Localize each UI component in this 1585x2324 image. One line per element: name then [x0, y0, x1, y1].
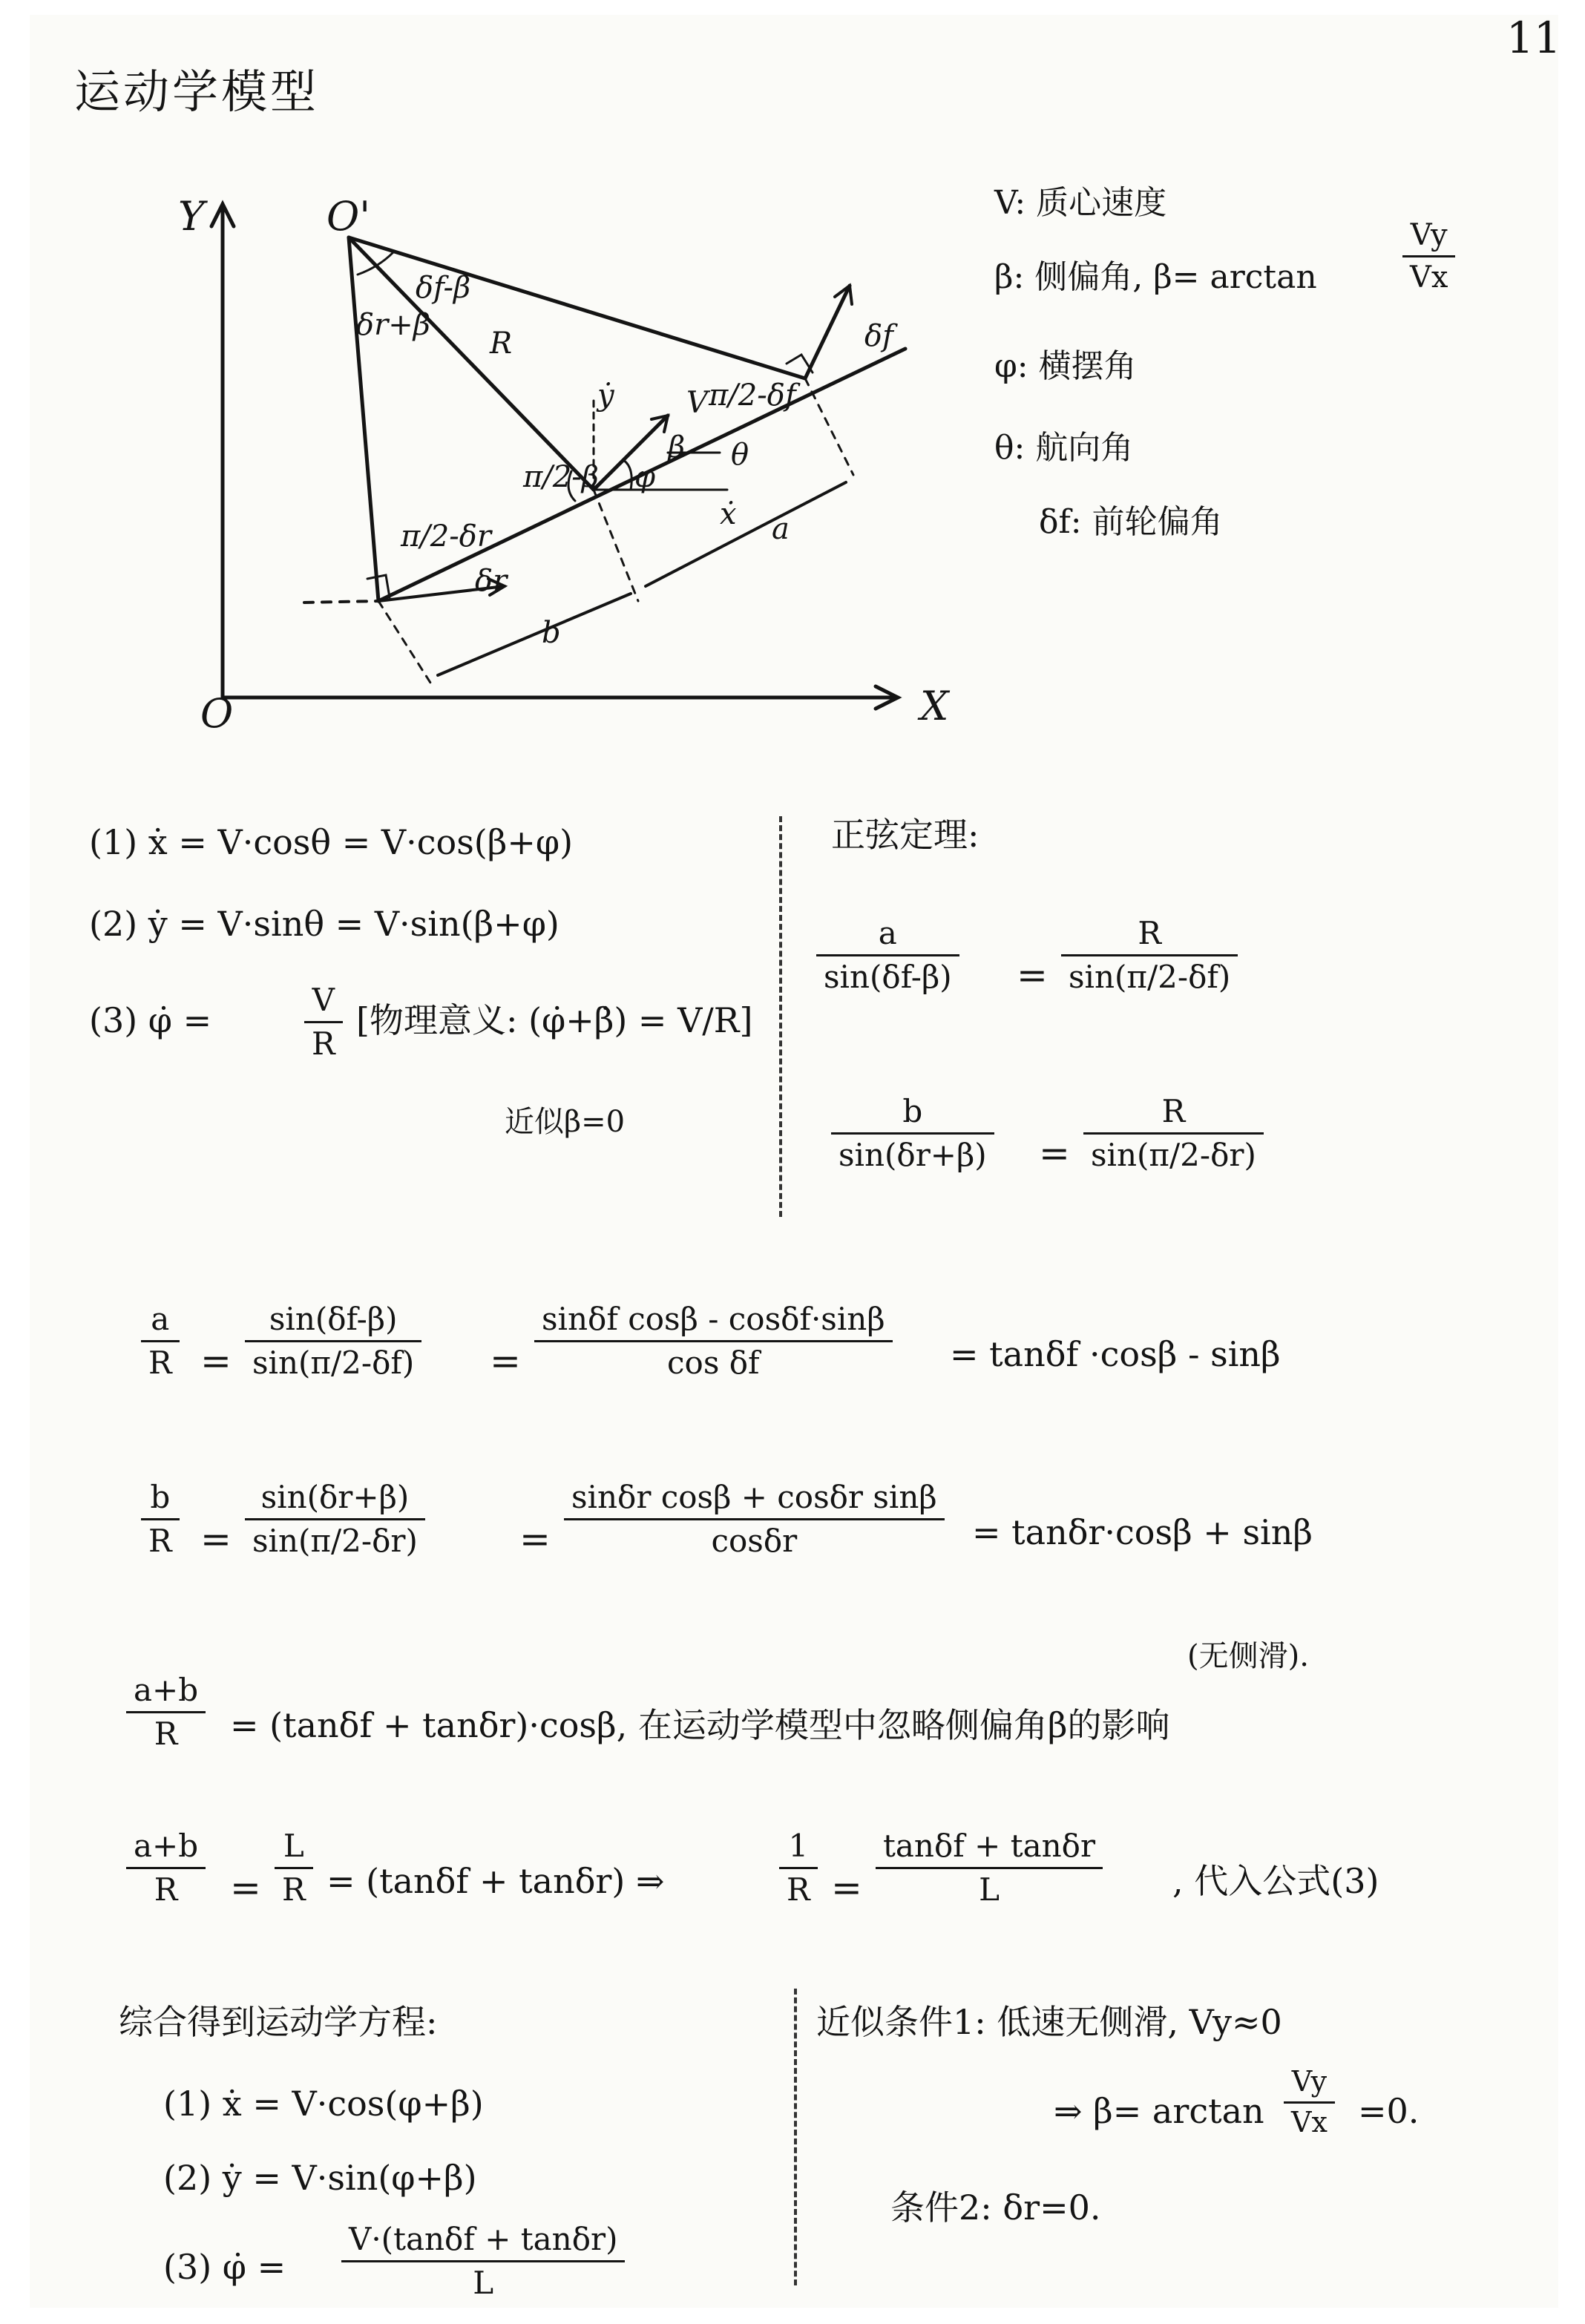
b-dimension-line [438, 594, 631, 675]
sine-law-eq-1: = [1017, 953, 1048, 997]
deriv1-a-den: R [148, 1345, 172, 1382]
deriv2-a-den: R [148, 1523, 172, 1560]
bicycle-model-diagram [30, 163, 979, 742]
theta-label: θ [731, 438, 749, 472]
summary-eq-3-num: V·(tanδf + tanδr) [349, 2221, 618, 2257]
deriv4-a-num: a+b [134, 1828, 199, 1864]
sine-law-r1-frac [1061, 913, 1238, 999]
deriv4-b-num: L [283, 1828, 304, 1864]
axis-y-label: Y [178, 193, 205, 240]
approx-condition-1: 近似条件1: 低速无侧滑, Vy≈0 [816, 2002, 1282, 2042]
deriv4-mid: = (tanδf + tanδr) ⇒ [326, 1861, 665, 1901]
axis-x-label: X [920, 683, 949, 729]
deriv1-b-den: sin(π/2-δf) [252, 1345, 415, 1382]
legend-beta: β: 侧偏角, β= arctan [994, 258, 1317, 296]
no-slip-note: (无侧滑). [1187, 1639, 1309, 1673]
deriv4-d-frac [876, 1825, 1103, 1911]
equation-2: (2) ẏ = V·sinθ = V·sin(β+φ) [89, 904, 559, 944]
center-label: O' [326, 193, 371, 240]
summary-eq-3-frac [341, 2219, 625, 2305]
sine-law-eq-2: = [1039, 1132, 1070, 1175]
radius-label: R [490, 326, 513, 361]
summary-eq-3-den: L [473, 2265, 494, 2302]
legend-beta-num: Vy [1410, 218, 1448, 252]
legend-delta-f: δf: 前轮偏角 [1039, 503, 1223, 541]
phi-label: φ [634, 460, 656, 494]
deriv2-c-frac [564, 1477, 945, 1563]
deriv2-c-den: cosδr [711, 1523, 798, 1560]
sine-law-title: 正弦定理: [831, 815, 979, 855]
sine-law-r2-den: sin(π/2-δr) [1091, 1137, 1256, 1174]
sine-law-r2-frac [1083, 1091, 1264, 1177]
deriv2-b-frac [245, 1477, 425, 1563]
notebook-page [30, 13, 1561, 2308]
equation-3-den: R [312, 1025, 335, 1063]
angle-pi-dr-label: π/2-δr [401, 519, 491, 554]
deriv1-c-frac [534, 1299, 893, 1385]
deriv4-b-frac [275, 1825, 313, 1911]
deriv3-a-den: R [154, 1716, 178, 1753]
rear-dashed-line [304, 601, 378, 603]
deriv2-b-den: sin(π/2-δr) [252, 1523, 418, 1560]
deriv3-a-frac [126, 1670, 206, 1756]
deriv3-a-num: a+b [134, 1672, 199, 1708]
deriv1-c-num: sinδf cosβ - cosδf·sinβ [542, 1301, 885, 1337]
deriv2-c-num: sinδr cosβ + cosδr sinβ [571, 1479, 937, 1515]
approx-beta-note: 近似β=0 [505, 1105, 626, 1139]
sine-law-r2-num: R [1161, 1093, 1186, 1129]
deriv4-eq-2: = [831, 1866, 862, 1909]
b-label: b [542, 616, 561, 650]
deriv2-a-frac [141, 1477, 180, 1563]
deriv1-c-den: cos δf [667, 1345, 760, 1382]
deriv1-a-num: a [151, 1301, 170, 1337]
summary-eq-3-pre: (3) φ̇ = [163, 2247, 286, 2287]
approx-condition-1b-end: =0. [1358, 2091, 1420, 2131]
deriv1-b-num: sin(δf-β) [269, 1301, 398, 1337]
sine-law-b-num: b [902, 1093, 923, 1129]
sine-law-r1-den: sin(π/2-δf) [1069, 959, 1231, 996]
deriv4-b-den: R [282, 1871, 306, 1908]
xdot-label: ẋ [720, 497, 737, 531]
equation-3-pre: (3) φ̇ = [89, 1000, 212, 1040]
sine-law-r1-num: R [1138, 915, 1161, 951]
deriv2-a-num: b [150, 1479, 171, 1515]
summary-title: 综合得到运动学方程: [119, 2002, 438, 2042]
legend-beta-frac [1402, 215, 1455, 298]
origin-label: O [200, 690, 234, 737]
deriv4-a-frac [126, 1825, 206, 1911]
phi-arc [623, 460, 631, 490]
deriv4-c-num: 1 [788, 1828, 809, 1864]
delta-f-label: δf [864, 319, 893, 353]
approx-beta-num: Vy [1291, 2065, 1328, 2098]
front-wheel-vector [805, 286, 850, 378]
beta-label: β [668, 430, 686, 465]
deriv2-b-num: sin(δr+β) [260, 1479, 410, 1515]
deriv4-c-frac [779, 1825, 818, 1911]
legend-phi: φ: 横摆角 [994, 347, 1137, 385]
deriv4-end: , 代入公式(3) [1172, 1861, 1379, 1901]
deriv1-result: = tanδf ·cosβ - sinβ [950, 1334, 1281, 1374]
section-divider-lower [794, 1989, 797, 2285]
deriv2-result: = tanδr·cosβ + sinβ [972, 1512, 1313, 1552]
a-label: a [772, 512, 790, 546]
legend-beta-den: Vx [1410, 260, 1448, 295]
deriv1-eq-2: = [490, 1339, 521, 1382]
page-title: 运动学模型 [74, 65, 320, 119]
deriv4-d-num: tanδf + tanδr [883, 1828, 1096, 1864]
sine-law-a-num: a [878, 915, 897, 951]
equation-3-frac [304, 979, 343, 1066]
delta-r-label: δr [475, 564, 508, 598]
deriv1-b-frac [245, 1299, 421, 1385]
approx-beta-frac [1284, 2063, 1335, 2141]
v-label: V [686, 386, 708, 420]
approx-beta-den: Vx [1291, 2105, 1328, 2138]
deriv2-eq-2: = [519, 1517, 551, 1560]
a-dashed-2 [805, 378, 853, 475]
summary-eq-2: (2) ẏ = V·sin(φ+β) [163, 2158, 477, 2198]
section-divider-upper [779, 816, 782, 1217]
deriv2-eq-1: = [200, 1517, 232, 1560]
triangle-left-side [349, 237, 378, 601]
angle-df-b-label: δf-β [416, 271, 471, 305]
deriv4-d-den: L [979, 1871, 1000, 1908]
approx-condition-1b: ⇒ β= arctan [1054, 2091, 1264, 2131]
angle-pi-b-label: π/2-β [523, 460, 599, 494]
equation-3-note: [物理意义: (φ̇+β̇) = V/R] [356, 1000, 753, 1040]
equation-3-num: V [312, 982, 335, 1018]
angle-dr-b-label: δr+β [356, 308, 430, 342]
deriv1-a-frac [141, 1299, 180, 1385]
deriv4-a-den: R [154, 1871, 178, 1908]
legend-v: V: 质心速度 [994, 184, 1167, 222]
deriv1-eq-1: = [200, 1339, 232, 1382]
ydot-label: ẏ [597, 378, 614, 413]
equation-1: (1) ẋ = V·cosθ = V·cos(β+φ) [89, 822, 574, 862]
a-dimension-line [646, 482, 846, 586]
sine-law-a-frac [816, 913, 959, 999]
b-dashed [378, 601, 430, 683]
sine-law-b-frac [831, 1091, 994, 1177]
deriv4-c-den: R [787, 1871, 810, 1908]
deriv4-eq-1: = [230, 1866, 261, 1909]
approx-condition-2: 条件2: δr=0. [890, 2187, 1101, 2228]
sine-law-b-den: sin(δr+β) [839, 1137, 987, 1174]
angle-pi-df-label: π/2-δf [709, 378, 796, 413]
page-number: 11 [1506, 13, 1561, 63]
deriv3-text: = (tanδf + tanδr)·cosβ, 在运动学模型中忽略侧偏角β的影响 [230, 1705, 1170, 1745]
legend-theta: θ: 航向角 [994, 429, 1134, 467]
a-dashed-1 [594, 490, 638, 601]
sine-law-a-den: sin(δf-β) [824, 959, 952, 996]
summary-eq-1: (1) ẋ = V·cos(φ+β) [163, 2084, 484, 2124]
